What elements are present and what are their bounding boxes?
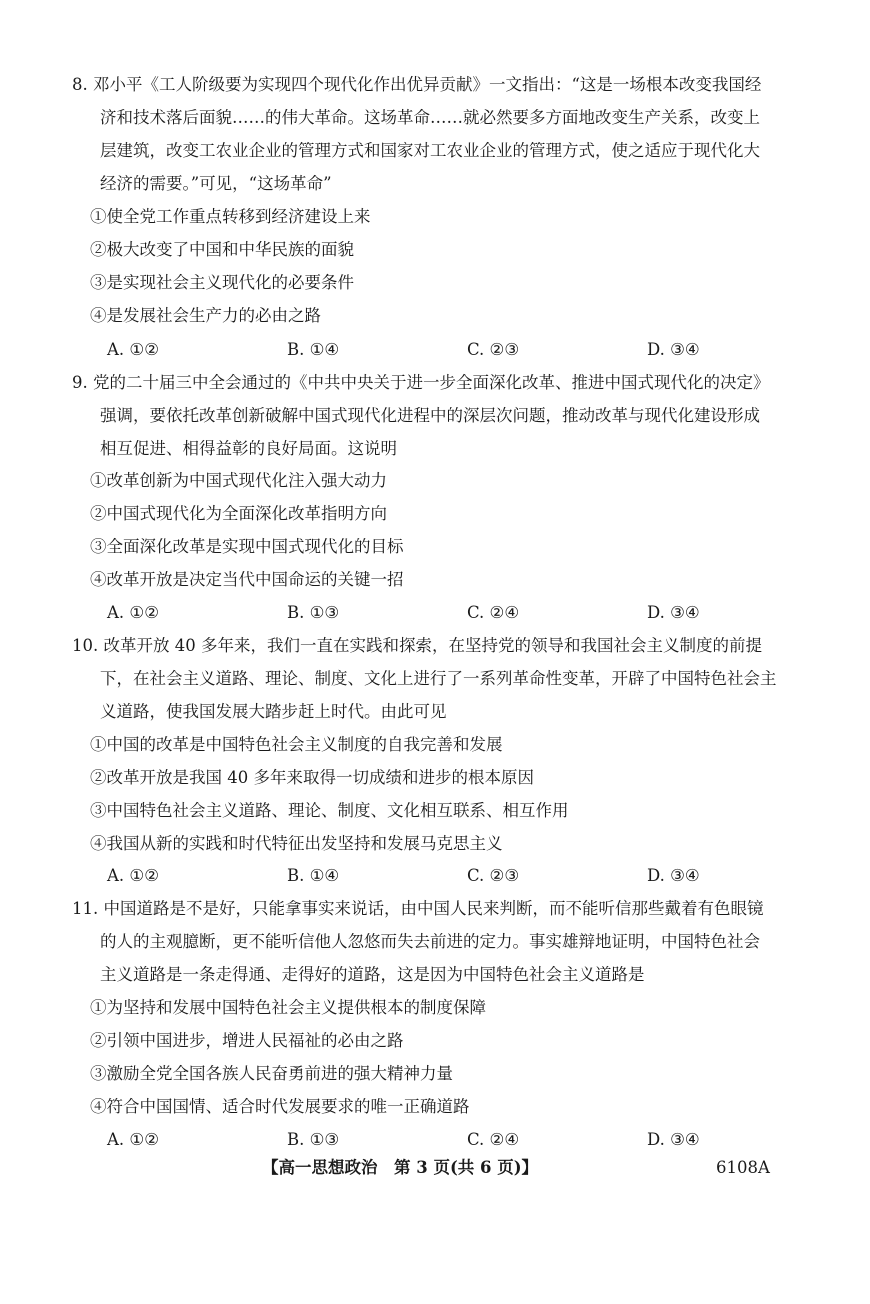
question-stem-line: 下，在社会主义道路、理论、制度、文化上进行了一系列革命性变革，开辟了中国特色社会主 [100, 669, 777, 688]
answer-choice-b: B. ①③ [287, 603, 340, 622]
statement-option: ③中国特色社会主义道路、理论、制度、文化相互联系、相互作用 [90, 801, 569, 820]
question-stem-line: 强调，要依托改革创新破解中国式现代化进程中的深层次问题，推动改革与现代化建设形成 [100, 406, 760, 425]
question-stem-line: 9. 党的二十届三中全会通过的《中共中央关于进一步全面深化改革、推进中国式现代化的决定》 [72, 373, 770, 392]
question-stem-line: 济和技术落后面貌……的伟大革命。这场革命……就必然要多方面地改变生产关系，改变上 [100, 108, 760, 127]
answer-choice-d: D. ③④ [647, 866, 700, 885]
statement-option: ②改革开放是我国 40 多年来取得一切成绩和进步的根本原因 [90, 768, 534, 787]
statement-option: ③是实现社会主义现代化的必要条件 [90, 273, 354, 292]
answer-choice-d: D. ③④ [647, 340, 700, 359]
statement-option: ④我国从新的实践和时代特征出发坚持和发展马克思主义 [90, 834, 503, 853]
question-stem-line: 层建筑，改变工农业企业的管理方式和国家对工农业企业的管理方式，使之适应于现代化大 [100, 141, 760, 160]
answer-choice-c: C. ②③ [467, 340, 520, 359]
statement-option: ②引领中国进步，增进人民福祉的必由之路 [90, 1031, 404, 1050]
question-stem-line: 经济的需要。”可见，“这场革命” [100, 174, 332, 193]
answer-choice-d: D. ③④ [647, 1130, 700, 1149]
answer-choice-c: C. ②③ [467, 866, 520, 885]
question-stem-line: 的人的主观臆断，更不能听信他人忽悠而失去前进的定力。事实雄辩地证明，中国特色社会 [100, 932, 760, 951]
page-footer-title: 【高一思想政治 第 3 页(共 6 页)】 [262, 1158, 539, 1177]
answer-choice-b: B. ①③ [287, 1130, 340, 1149]
statement-option: ①中国的改革是中国特色社会主义制度的自我完善和发展 [90, 735, 503, 754]
statement-option: ①使全党工作重点转移到经济建设上来 [90, 207, 371, 226]
statement-option: ①改革创新为中国式现代化注入强大动力 [90, 471, 387, 490]
answer-choice-b: B. ①④ [287, 866, 340, 885]
answer-choice-a: A. ①② [107, 603, 159, 622]
statement-option: ④改革开放是决定当代中国命运的关键一招 [90, 570, 404, 589]
statement-option: ③激励全党全国各族人民奋勇前进的强大精神力量 [90, 1064, 453, 1083]
question-stem-line: 主义道路是一条走得通、走得好的道路，这是因为中国特色社会主义道路是 [100, 965, 645, 984]
statement-option: ④符合中国国情、适合时代发展要求的唯一正确道路 [90, 1097, 470, 1116]
question-stem-line: 11. 中国道路是不是好，只能拿事实来说话，由中国人民来判断，而不能听信那些戴着有色眼镜 [72, 899, 764, 918]
answer-choice-b: B. ①④ [287, 340, 340, 359]
statement-option: ①为坚持和发展中国特色社会主义提供根本的制度保障 [90, 998, 486, 1017]
answer-choice-c: C. ②④ [467, 1130, 520, 1149]
question-stem-line: 义道路，使我国发展大踏步赶上时代。由此可见 [100, 702, 447, 721]
question-stem-line: 8. 邓小平《工人阶级要为实现四个现代化作出优异贡献》一文指出：“这是一场根本改变我国经 [72, 75, 762, 94]
question-stem-line: 10. 改革开放 40 多年来，我们一直在实践和探索，在坚持党的领导和我国社会主义制度的前提 [72, 636, 762, 655]
statement-option: ②中国式现代化为全面深化改革指明方向 [90, 504, 387, 523]
answer-choice-a: A. ①② [107, 866, 159, 885]
paper-code: 6108A [716, 1158, 770, 1177]
answer-choice-a: A. ①② [107, 340, 159, 359]
answer-choice-d: D. ③④ [647, 603, 700, 622]
question-stem-line: 相互促进、相得益彰的良好局面。这说明 [100, 439, 397, 458]
statement-option: ③全面深化改革是实现中国式现代化的目标 [90, 537, 404, 556]
statement-option: ②极大改变了中国和中华民族的面貌 [90, 240, 354, 259]
answer-choice-c: C. ②④ [467, 603, 520, 622]
answer-choice-a: A. ①② [107, 1130, 159, 1149]
statement-option: ④是发展社会生产力的必由之路 [90, 306, 321, 325]
